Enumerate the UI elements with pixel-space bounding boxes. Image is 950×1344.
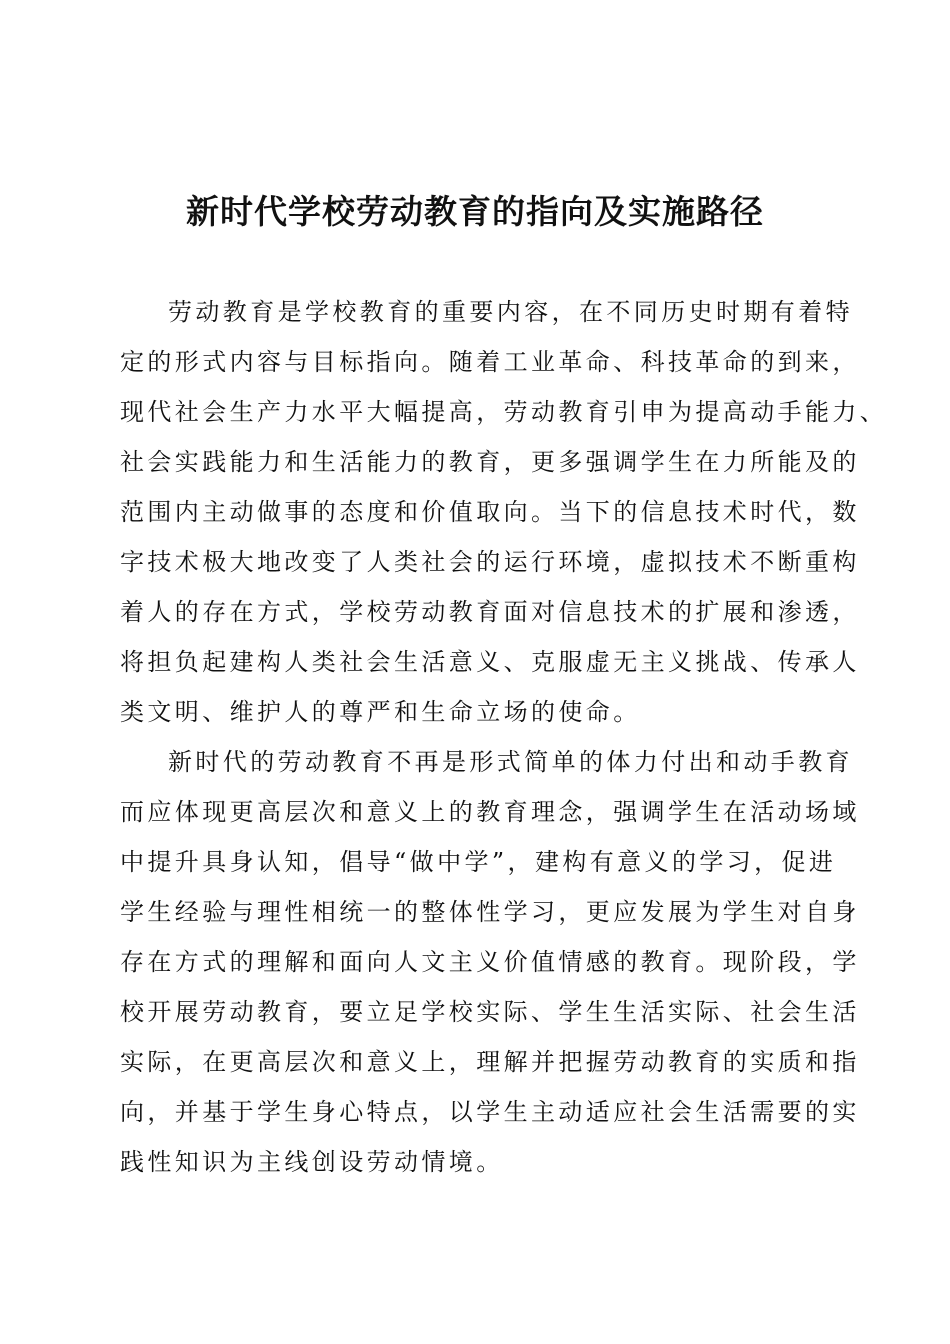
paragraph-1-line-1: 劳动教育是学校教育的重要内容，在不同历史时期有着特 [168,298,853,326]
paragraph-2-line-7: 实际，在更高层次和意义上，理解并把握劳动教育的实质和指 [120,1048,860,1076]
paragraph-2-line-8: 向，并基于学生身心特点，以学生主动适应社会生活需要的实 [120,1098,860,1126]
paragraph-1-line-9: 类文明、维护人的尊严和生命立场的使命。 [120,698,641,726]
paragraph-2-line-3: 中提升具身认知，倡导“做中学”，建构有意义的学习，促进 [120,848,837,876]
paragraph-2-line-9: 践性知识为主线创设劳动情境。 [120,1148,504,1176]
paragraph-1-line-3: 现代社会生产力水平大幅提高，劳动教育引申为提高动手能力、 [120,398,888,426]
paragraph-1-line-7: 着人的存在方式，学校劳动教育面对信息技术的扩展和渗透， [120,598,860,626]
document-title: 新时代学校劳动教育的指向及实施路径 [186,192,764,231]
paragraph-1-line-8: 将担负起建构人类社会生活意义、克服虚无主义挑战、传承人 [120,648,860,676]
paragraph-2-line-5: 存在方式的理解和面向人文主义价值情感的教育。现阶段，学 [120,948,860,976]
paragraph-2-line-2: 而应体现更高层次和意义上的教育理念，强调学生在活动场域 [120,798,860,826]
paragraph-2-line-1: 新时代的劳动教育不再是形式简单的体力付出和动手教育 [168,748,853,776]
paragraph-2-line-4: 学生经验与理性相统一的整体性学习，更应发展为学生对自身 [120,898,860,926]
paragraph-1-line-5: 范围内主动做事的态度和价值取向。当下的信息技术时代，数 [120,498,860,526]
paragraph-1-line-4: 社会实践能力和生活能力的教育，更多强调学生在力所能及的 [120,448,860,476]
paragraph-2-line-6: 校开展劳动教育，要立足学校实际、学生生活实际、社会生活 [120,998,860,1026]
paragraph-1-line-2: 定的形式内容与目标指向。随着工业革命、科技革命的到来， [120,348,860,376]
paragraph-1-line-6: 字技术极大地改变了人类社会的运行环境，虚拟技术不断重构 [120,548,860,576]
